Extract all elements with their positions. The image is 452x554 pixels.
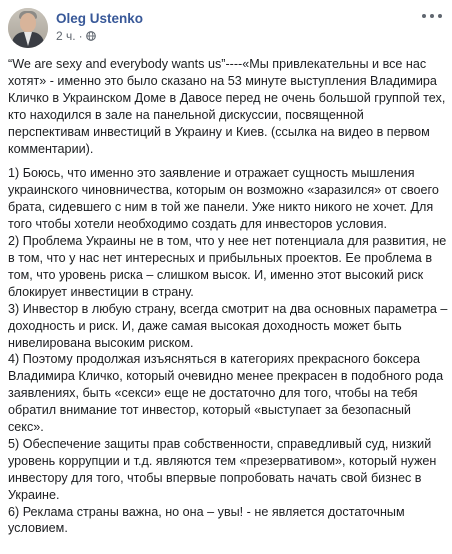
post-header xyxy=(8,8,444,54)
post-point: 6) Реклама страны важна, но она – увы! - не является достаточным условием. xyxy=(8,504,405,536)
avatar[interactable] xyxy=(8,8,48,48)
post-point: 1) Боюсь, что именно это заявление и отражает сущность мышления украинского чиновничества, которым он возможно «заразился» от своего брата, сидевшего с ним в той же панели. Уже никто никого не хочет. Для того чтобы хотели необходимо создать для инвесторов условия. xyxy=(8,166,439,232)
separator-dot: · xyxy=(78,29,83,43)
post-point: 5) Обеспечение защиты прав собственности, справедливый суд, низкий уровень коррупции и т.д. являются тем «презервативом», который нужен инвестору для того, чтобы впервые попробовать начать свой бизнес в Украине. xyxy=(8,436,437,502)
post-meta xyxy=(56,10,444,44)
post-subline xyxy=(56,28,444,44)
post-intro: “We are sexy and everybody wants us”----«Мы привлекательны и все нас хотят» - именно это было сказано на 53 минуте выступления Владимира Кличко в Украинском Доме в Давосе перед не очень большой группой тех, кто находился в зале на панельной дискуссии, посвященной перспективам инвестиций в Украину и Киев. (ссылка на видео в первом комментарии). xyxy=(8,57,446,156)
post-timestamp[interactable]: 2 ч. xyxy=(56,29,76,43)
post-point: 2) Проблема Украины не в том, что у нее нет потенциала для развития, не в том, что у нас нет интересных и прибыльных проектов. Ее проблема в том, что уровень риска – слишком высок. И, именно этот высокий риск блокирует инвестиции в страну. xyxy=(8,234,447,299)
post-point: 4) Поэтому продолжая изъясняться в категориях прекрасного боксера Владимира Кличко, который очевидно менее прекрасен в подобного рода заявлениях, быть «секси» еще не достаточно для того, чтобы на тебя обратил внимание тот инвестор, который «выступает за безопасный секс». xyxy=(8,352,444,435)
post-text xyxy=(8,56,448,537)
globe-icon[interactable] xyxy=(86,31,96,41)
more-options-icon[interactable] xyxy=(422,10,442,22)
post-point: 3) Инвестор в любую страну, всегда смотрит на два основных параметра – доходность и риск. И, даже самая высокая доходность может быть нивелирована высоким риском. xyxy=(8,301,448,350)
author-name[interactable]: Oleg Ustenko xyxy=(56,11,144,26)
